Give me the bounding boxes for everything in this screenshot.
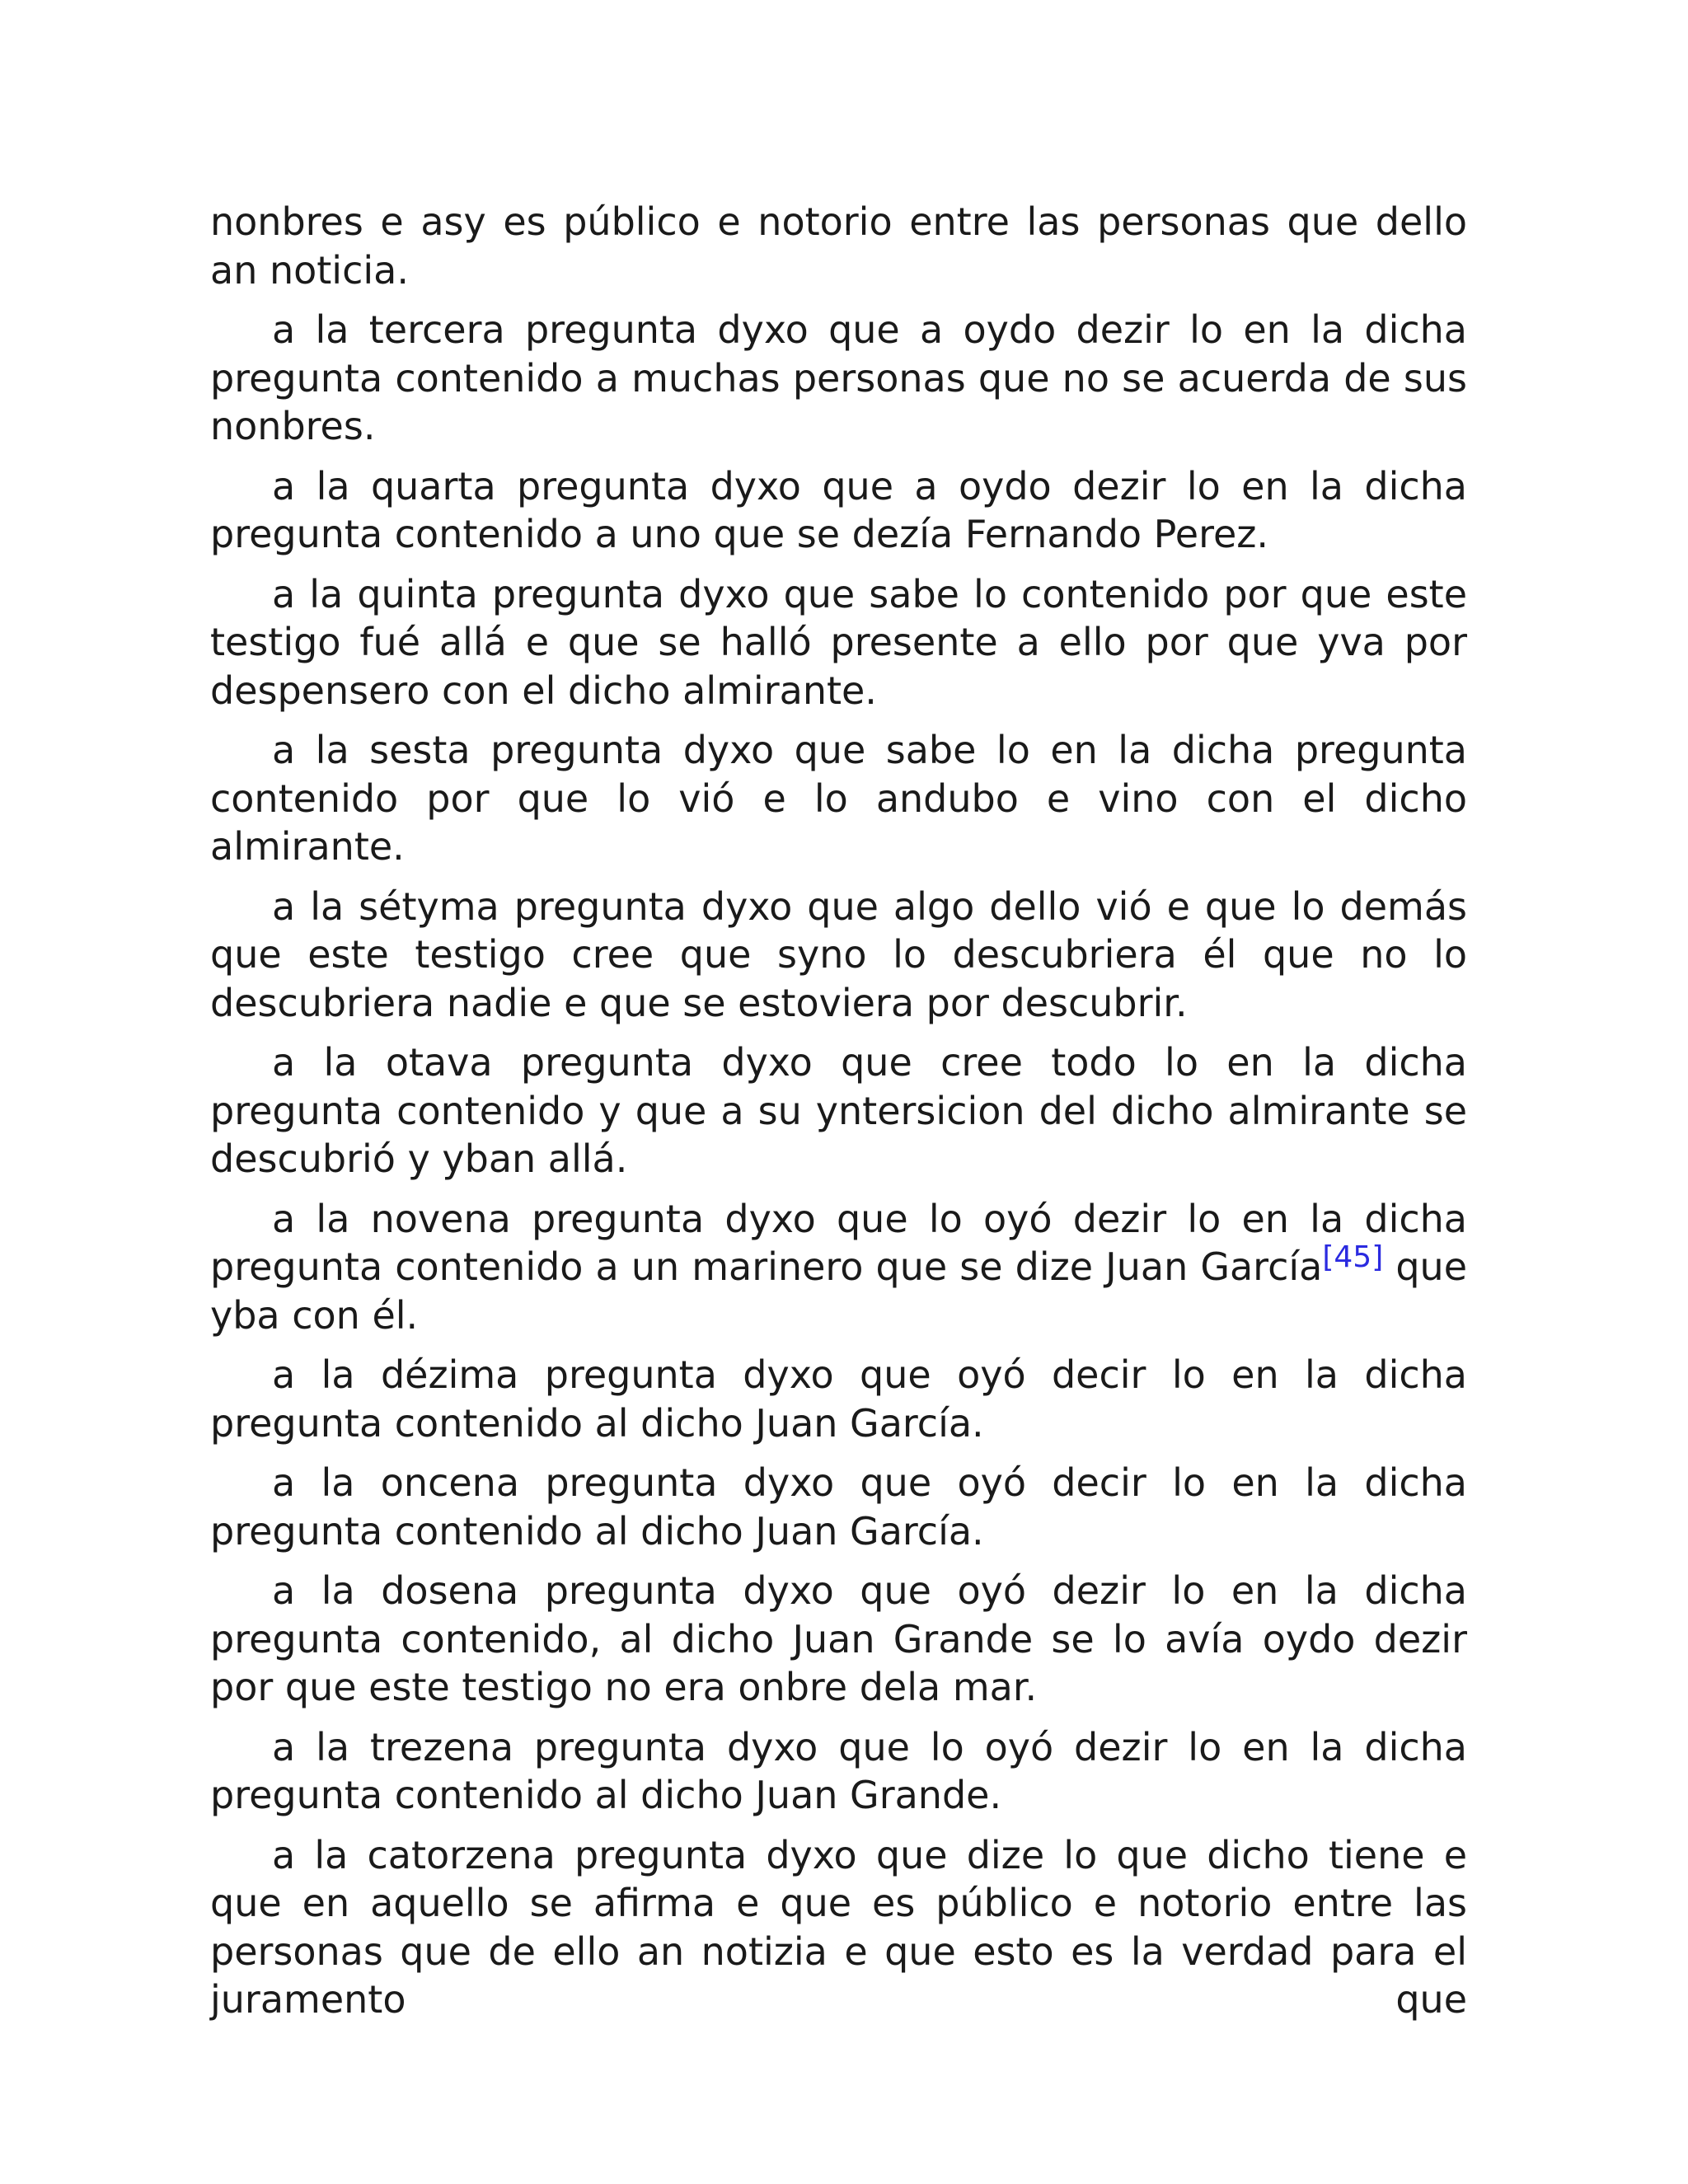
paragraph-dezima: a la dézima pregunta dyxo que oyó decir lo en la dicha pregunta contenido al dicho Juan García. xyxy=(210,1352,1467,1446)
paragraph-sesta: a la sesta pregunta dyxo que sabe lo en la dicha pregunta contenido por que lo vió e lo andubo e vino con el dicho almirante. xyxy=(210,728,1467,869)
footnote-link-45[interactable]: [45] xyxy=(1322,1240,1384,1274)
paragraph-tercera: a la tercera pregunta dyxo que a oydo dezir lo en la dicha pregunta contenido a muchas personas que no se acuerda de sus nonbres. xyxy=(210,307,1467,448)
paragraph-continuation: nonbres e asy es público e notorio entre las personas que dello an noticia. xyxy=(210,199,1467,293)
paragraph-trezena: a la trezena pregunta dyxo que lo oyó dezir lo en la dicha pregunta contenido al dicho Juan Grande. xyxy=(210,1724,1467,1817)
paragraph-setyma: a la sétyma pregunta dyxo que algo dello vió e que lo demás que este testigo cree que syno lo descubriera él que no lo descubriera nadie e que se estoviera por descubrir. xyxy=(210,883,1467,1025)
paragraph-oncena: a la oncena pregunta dyxo que oyó decir lo en la dicha pregunta contenido al dicho Juan García. xyxy=(210,1460,1467,1554)
document-body xyxy=(210,198,1467,2024)
paragraph-quinta: a la quinta pregunta dyxo que sabe lo contenido por que este testigo fué allá e que se halló presente a ello por que yva por despensero con el dicho almirante. xyxy=(210,571,1467,713)
paragraph-dosena: a la dosena pregunta dyxo que oyó dezir lo en la dicha pregunta contenido, al dicho Juan Grande se lo avía oydo dezir por que este testigo no era onbre dela mar. xyxy=(210,1568,1467,1709)
paragraph-quarta: a la quarta pregunta dyxo que a oydo dezir lo en la dicha pregunta contenido a uno que se dezía Fernando Perez. xyxy=(210,463,1467,556)
paragraph-catorzena: a la catorzena pregunta dyxo que dize lo que dicho tiene e que en aquello se afirma e que es público e notorio entre las personas que de ello an notizia e que esto es la verdad para el juramento que xyxy=(210,1832,1467,2022)
paragraph-novena-text-before: a la novena pregunta dyxo que lo oyó dezir lo en la dicha pregunta contenido a un marinero que se dize Juan García xyxy=(210,1196,1467,1289)
paragraph-novena-text-after: que yba con él. xyxy=(210,1244,1468,1338)
paragraph-novena xyxy=(210,1195,1467,1340)
paragraph-otava: a la otava pregunta dyxo que cree todo lo en la dicha pregunta contenido y que a su yntersicion del dicho almirante se descubrió y yban allá. xyxy=(210,1040,1467,1181)
